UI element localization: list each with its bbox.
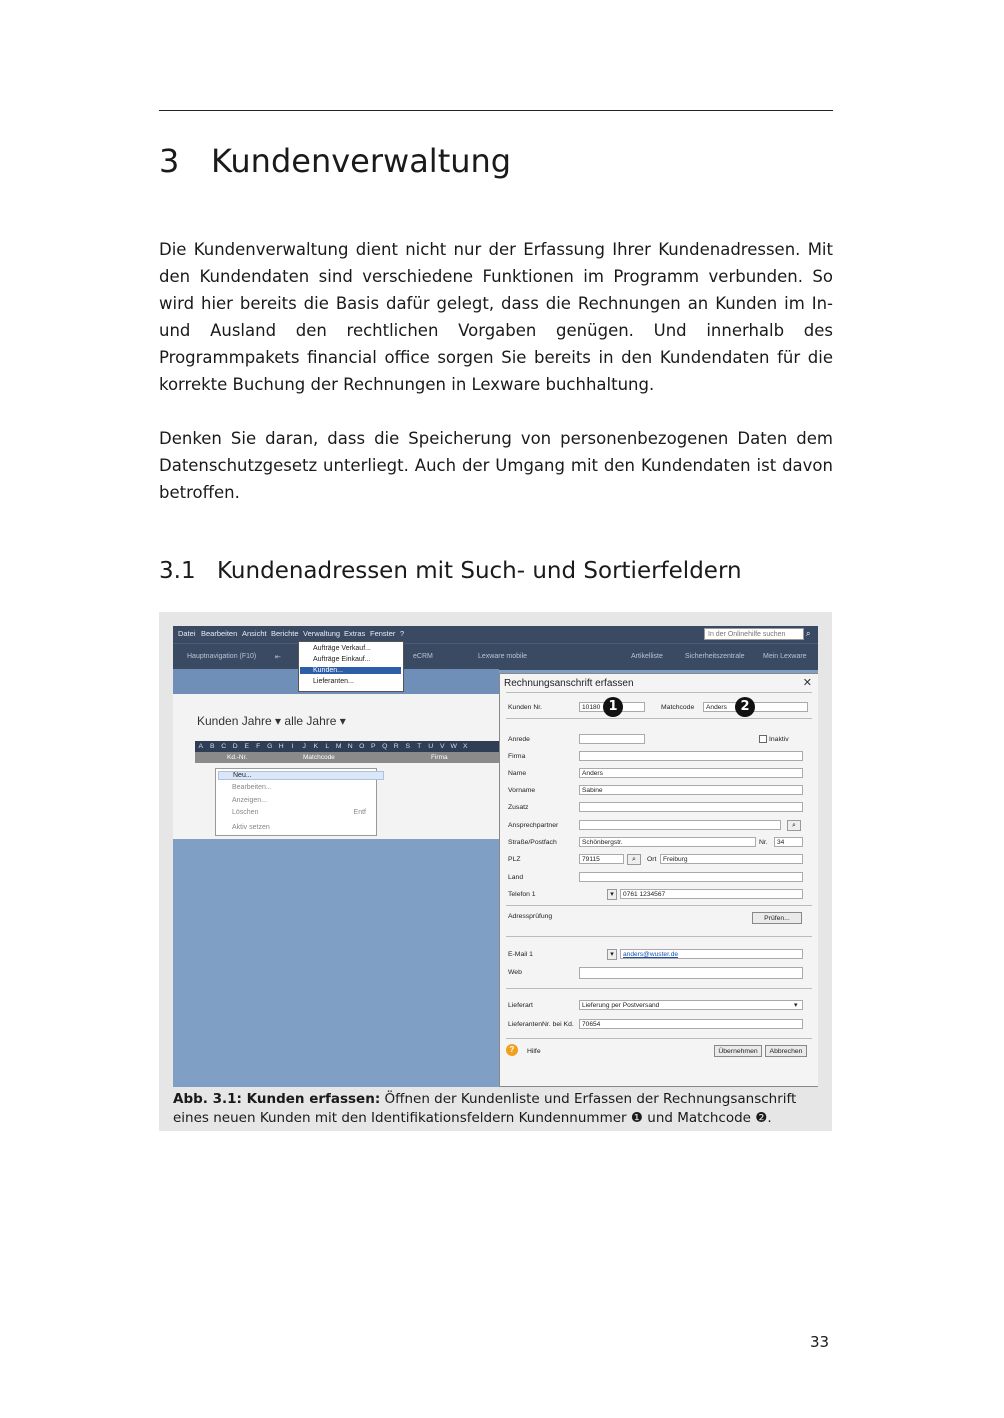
alpha-letter[interactable]: L — [325, 743, 330, 750]
artikelliste-button[interactable]: Artikelliste — [631, 653, 663, 660]
lieferanten-nr-input[interactable]: 70654 — [579, 1019, 803, 1029]
header-rule — [159, 110, 833, 111]
figure-caption — [173, 1090, 821, 1128]
context-shortcut: Entf — [353, 809, 366, 816]
ort-input[interactable]: Freiburg — [660, 854, 803, 864]
alpha-letter[interactable]: N — [347, 743, 353, 750]
telefon-input[interactable]: 0761 1234567 — [620, 889, 803, 899]
context-item-bearbeiten[interactable]: Bearbeiten... — [232, 784, 272, 791]
lexware-mobile-button[interactable]: Lexware mobile — [478, 653, 528, 660]
context-item-loeschen[interactable]: Löschen — [232, 809, 259, 816]
telefon-label: Telefon 1 — [508, 891, 536, 898]
caption-text: Öffnen der Kundenliste und Erfassen der Rechnungsanschrift eines neuen Kunden mit den Identifikationsfeldern Kundennummer ❶ und Matchcode ❷. — [173, 1091, 797, 1126]
column-matchcode[interactable]: Matchcode — [303, 754, 335, 761]
firma-input[interactable] — [579, 751, 803, 761]
lieferart-select[interactable]: Lieferung per Postversand — [579, 1000, 803, 1010]
web-label: Web — [508, 969, 522, 976]
alpha-letter[interactable]: P — [370, 743, 376, 750]
alpha-letter[interactable]: M — [335, 743, 342, 750]
matchcode-input[interactable]: Anders — [703, 702, 808, 712]
strasse-input[interactable]: Schönbergstr. — [579, 837, 756, 847]
alpha-letter[interactable]: H — [278, 743, 284, 750]
zusatz-input[interactable] — [579, 802, 803, 812]
customer-list-panel — [173, 694, 499, 839]
nr-label: Nr. — [759, 839, 768, 846]
alpha-letter[interactable]: T — [417, 743, 422, 750]
grid-header — [195, 752, 499, 763]
abbrechen-button[interactable]: Abbrechen — [765, 1045, 807, 1057]
nr-input[interactable]: 34 — [774, 837, 803, 847]
rechnungsanschrift-dialog — [499, 673, 818, 1087]
alpha-letter[interactable]: O — [359, 743, 365, 750]
lieferart-label: Lieferart — [508, 1002, 533, 1009]
alpha-letter[interactable]: B — [209, 743, 215, 750]
menu-bar — [173, 626, 818, 643]
search-icon[interactable]: ⌕ — [806, 629, 811, 638]
ecrm-button[interactable]: eCRM — [413, 653, 433, 660]
name-label: Name — [508, 770, 527, 777]
alpha-letter[interactable]: U — [428, 743, 434, 750]
alpha-letter[interactable]: V — [439, 743, 445, 750]
menu-fenster[interactable]: Fenster — [370, 629, 396, 638]
sicherheitszentrale-button[interactable]: Sicherheitszentrale — [685, 653, 745, 660]
alpha-letter[interactable]: F — [256, 743, 261, 750]
help-icon[interactable]: ? — [506, 1044, 518, 1056]
pin-icon[interactable]: ⇤ — [275, 654, 281, 661]
kunden-nr-label: Kunden Nr. — [508, 704, 543, 711]
software-screenshot — [173, 626, 818, 1087]
alpha-letter[interactable]: D — [232, 743, 238, 750]
land-input[interactable] — [579, 872, 803, 882]
menu-help[interactable]: ? — [400, 629, 405, 638]
alpha-letter[interactable]: A — [198, 743, 204, 750]
intro-paragraph: Die Kundenverwaltung dient nicht nur der Erfassung Ihrer Kundenadressen. Mit den Kundendaten sind verschiedene Funktionen im Programm verbunden. So wird hier bereits die Basis dafür gelegt, dass die Rechnungen an Kunden im In- und Ausland den rechtlichen Vorgaben genügen. Und innerhalb des Programmpakets financial office sorgen Sie bereits in den Kundendaten für die korrekte Buchung der Rechnungen in Lexware buchhaltung. — [159, 240, 833, 394]
menu-bearbeiten[interactable]: Bearbeiten — [201, 629, 238, 638]
alpha-letter[interactable]: R — [393, 743, 399, 750]
context-item-aktiv-setzen[interactable]: Aktiv setzen — [232, 824, 270, 831]
inaktiv-label: Inaktiv — [769, 736, 789, 743]
toolbar — [173, 643, 818, 670]
verwaltung-dropdown — [298, 641, 404, 692]
ansprechpartner-label: Ansprechpartner — [508, 822, 559, 829]
alpha-letter[interactable]: I — [291, 743, 294, 750]
chapter-number: 3 — [159, 142, 180, 180]
uebernehmen-button[interactable]: Übernehmen — [714, 1045, 762, 1057]
dropdown-lieferanten[interactable]: Lieferanten... — [313, 678, 354, 685]
privacy-paragraph: Denken Sie daran, dass die Speicherung von personenbezogenen Daten dem Datenschutzgesetz unterliegt. Auch der Umgang mit den Kundendaten ist davon betroffen. — [159, 429, 833, 502]
vorname-input[interactable]: Sabine — [579, 785, 803, 795]
dialog-title: Rechnungsanschrift erfassen — [504, 678, 634, 689]
menu-extras[interactable]: Extras — [344, 629, 366, 638]
context-item-neu[interactable]: Neu... — [218, 771, 384, 780]
chevron-down-icon[interactable]: ▾ — [607, 949, 617, 960]
plz-input[interactable]: 79115 — [579, 854, 624, 864]
divider — [506, 936, 812, 937]
dropdown-kunden[interactable]: Kunden... — [300, 667, 401, 674]
badge-two: 2 — [735, 697, 755, 717]
mein-lexware-button[interactable]: Mein Lexware — [763, 653, 807, 660]
kunden-nr-input[interactable]: 10180 — [579, 702, 645, 712]
inaktiv-checkbox[interactable] — [759, 735, 767, 743]
menu-ansicht[interactable]: Ansicht — [242, 629, 267, 638]
pruefen-button[interactable]: Prüfen... — [752, 912, 802, 924]
divider — [506, 718, 812, 719]
alpha-letter[interactable]: C — [221, 743, 227, 750]
adresspruefung-label: Adressprüfung — [508, 913, 553, 920]
page-number: 33 — [810, 1333, 830, 1351]
alpha-letter[interactable]: E — [244, 743, 250, 750]
section-heading — [159, 558, 742, 584]
alpha-letter[interactable]: S — [405, 743, 411, 750]
section-number: 3.1 — [159, 558, 196, 584]
chapter-heading — [159, 142, 511, 180]
hilfe-label[interactable]: Hilfe — [527, 1048, 541, 1055]
lieferanten-nr-label: LieferantenNr. bei Kd. — [508, 1021, 574, 1028]
firma-label: Firma — [508, 753, 526, 760]
chevron-down-icon[interactable]: ▾ — [794, 1002, 798, 1009]
vorname-label: Vorname — [508, 787, 536, 794]
menu-verwaltung[interactable]: Verwaltung — [303, 629, 341, 638]
matchcode-label: Matchcode — [661, 704, 695, 711]
alpha-letter[interactable]: G — [267, 743, 273, 750]
email-input[interactable]: anders@wuster.de — [620, 949, 803, 959]
help-search-input[interactable]: In der Onlinehilfe suchen — [704, 628, 804, 640]
caption-label: Abb. 3.1: Kunden erfassen: — [173, 1091, 381, 1107]
chapter-title: Kundenverwaltung — [211, 142, 512, 180]
strasse-label: Straße/Postfach — [508, 839, 557, 846]
plz-label: PLZ — [508, 856, 521, 863]
alpha-letter[interactable]: Q — [382, 743, 388, 750]
close-icon[interactable]: ✕ — [802, 677, 812, 689]
search-icon[interactable]: ⌕ — [627, 854, 641, 865]
column-firma[interactable]: Firma — [431, 754, 448, 761]
zusatz-label: Zusatz — [508, 804, 529, 811]
search-icon[interactable]: ⌕ — [787, 820, 801, 831]
ansprechpartner-input[interactable] — [579, 820, 781, 830]
name-input[interactable]: Anders — [579, 768, 803, 778]
context-menu — [215, 768, 377, 836]
section-title: Kundenadressen mit Such- und Sortierfeldern — [217, 558, 742, 584]
figure-3-1 — [159, 612, 832, 1131]
ort-label: Ort — [647, 856, 657, 863]
anrede-label: Anrede — [508, 736, 530, 743]
dropdown-auftraege-verkauf[interactable]: Aufträge Verkauf... — [313, 645, 371, 652]
anrede-input[interactable] — [579, 734, 645, 744]
main-navigation-button[interactable]: Hauptnavigation (F10) — [187, 653, 257, 660]
dropdown-auftraege-einkauf[interactable]: Aufträge Einkauf... — [313, 656, 371, 663]
menu-berichte[interactable]: Berichte — [271, 629, 299, 638]
menu-datei[interactable]: Datei — [178, 629, 196, 638]
email-label: E-Mail 1 — [508, 951, 533, 958]
alphabet-bar — [195, 741, 499, 752]
divider — [506, 905, 812, 906]
alpha-letter[interactable]: J — [302, 743, 306, 750]
web-input[interactable] — [579, 967, 803, 979]
land-label: Land — [508, 874, 524, 881]
alpha-letter[interactable]: X — [462, 743, 468, 750]
kunden-header[interactable]: Kunden Jahre ▾ alle Jahre ▾ — [197, 714, 346, 728]
context-item-anzeigen[interactable]: Anzeigen... — [232, 797, 268, 804]
alpha-letter[interactable]: W — [450, 743, 457, 750]
divider — [506, 1038, 812, 1039]
divider — [506, 988, 812, 989]
chevron-down-icon[interactable]: ▾ — [607, 889, 617, 900]
title-divider — [506, 692, 812, 693]
badge-one: 1 — [603, 697, 623, 717]
alpha-letter[interactable]: K — [313, 743, 319, 750]
column-kd-nr[interactable]: Kd.-Nr. — [227, 754, 248, 761]
